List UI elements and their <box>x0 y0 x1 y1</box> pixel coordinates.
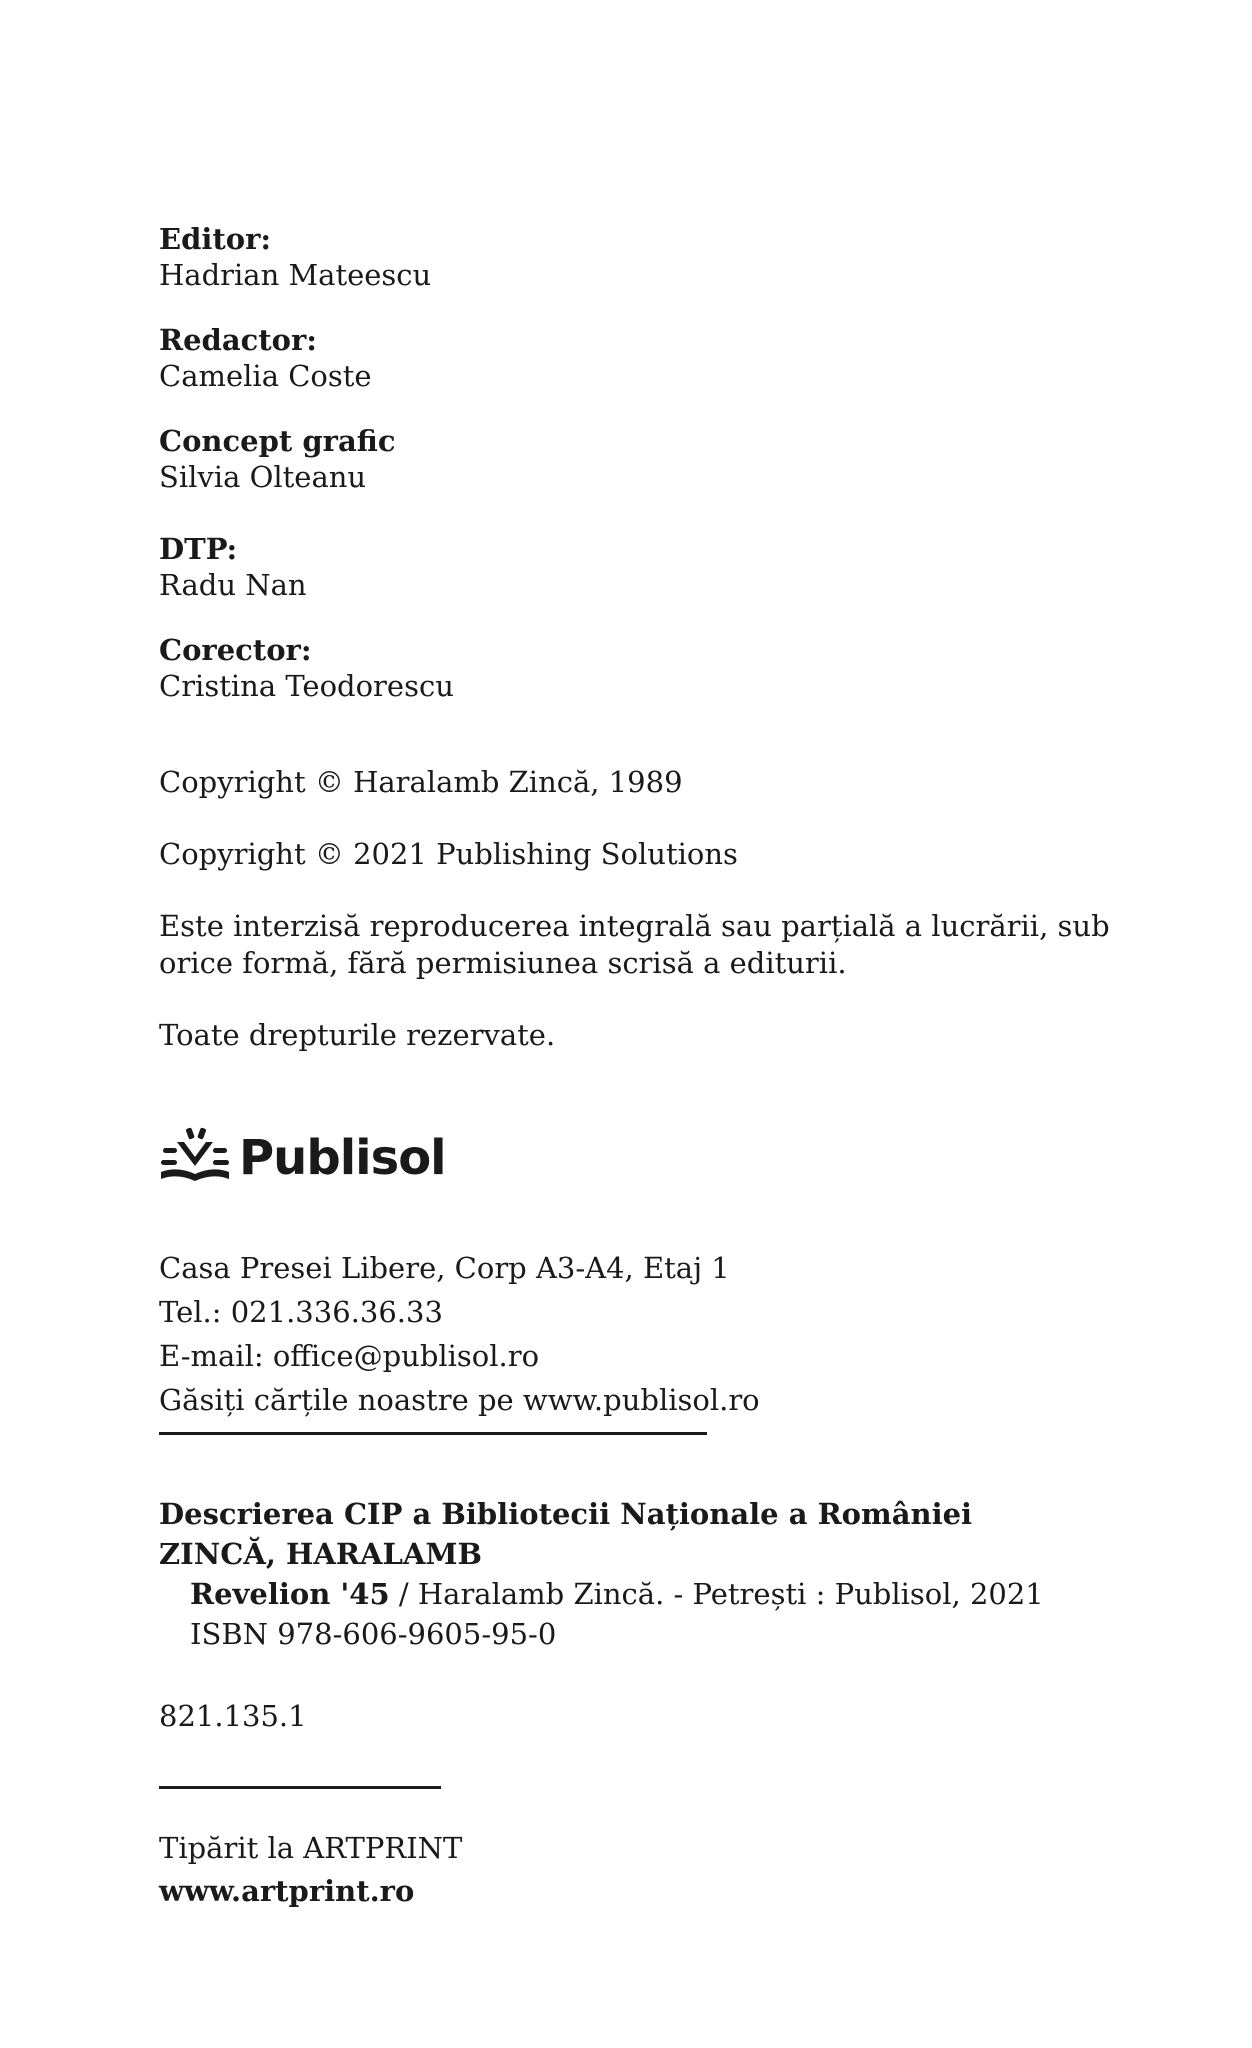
copyright-line-2: Copyright © 2021 Publishing Solutions <box>159 837 738 871</box>
notice-line-2: orice formă, fără permisiunea scrisă a editurii. <box>159 946 847 980</box>
divider-rule <box>159 1432 707 1435</box>
publisher-address: Casa Presei Libere, Corp A3-A4, Etaj 1 <box>159 1251 730 1285</box>
redactor-label: Redactor: <box>159 323 317 357</box>
concept-name: Silvia Olteanu <box>159 460 367 494</box>
publisher-web: Găsiți cărțile noastre pe www.publisol.ro <box>159 1383 760 1417</box>
editor-label: Editor: <box>159 222 272 256</box>
cip-classification: 821.135.1 <box>159 1699 307 1733</box>
publisol-mark-icon <box>159 1126 231 1190</box>
publisher-logo <box>159 1118 446 1198</box>
notice-line-1: Este interzisă reproducerea integrală sau parțială a lucrării, sub <box>159 909 1110 943</box>
rights-reserved: Toate drepturile rezervate. <box>159 1018 556 1052</box>
dtp-label: DTP: <box>159 532 238 566</box>
copyright-line-1: Copyright © Haralamb Zincă, 1989 <box>159 765 683 799</box>
cip-title: Revelion '45 <box>190 1577 390 1611</box>
printer-line: Tipărit la ARTPRINT <box>159 1831 463 1865</box>
cip-isbn: ISBN 978-606-9605-95-0 <box>190 1617 557 1651</box>
cip-title-rest: / Haralamb Zincă. - Petrești : Publisol, 2021 <box>389 1577 1044 1611</box>
cip-author: ZINCĂ, HARALAMB <box>159 1537 483 1571</box>
printer-url: www.artprint.ro <box>159 1874 415 1908</box>
corector-label: Corector: <box>159 633 312 667</box>
dtp-name: Radu Nan <box>159 568 307 602</box>
divider-rule-short <box>159 1786 441 1789</box>
cip-heading: Descrierea CIP a Bibliotecii Naționale a României <box>159 1497 973 1531</box>
cip-title-line <box>190 1576 1044 1613</box>
corector-name: Cristina Teodorescu <box>159 669 454 703</box>
concept-label: Concept grafic <box>159 424 396 458</box>
redactor-name: Camelia Coste <box>159 359 372 393</box>
editor-name: Hadrian Mateescu <box>159 258 432 292</box>
publisher-email: E-mail: office@publisol.ro <box>159 1339 540 1373</box>
publisher-logo-text: Publisol <box>239 1130 446 1186</box>
publisher-phone: Tel.: 021.336.36.33 <box>159 1295 443 1329</box>
